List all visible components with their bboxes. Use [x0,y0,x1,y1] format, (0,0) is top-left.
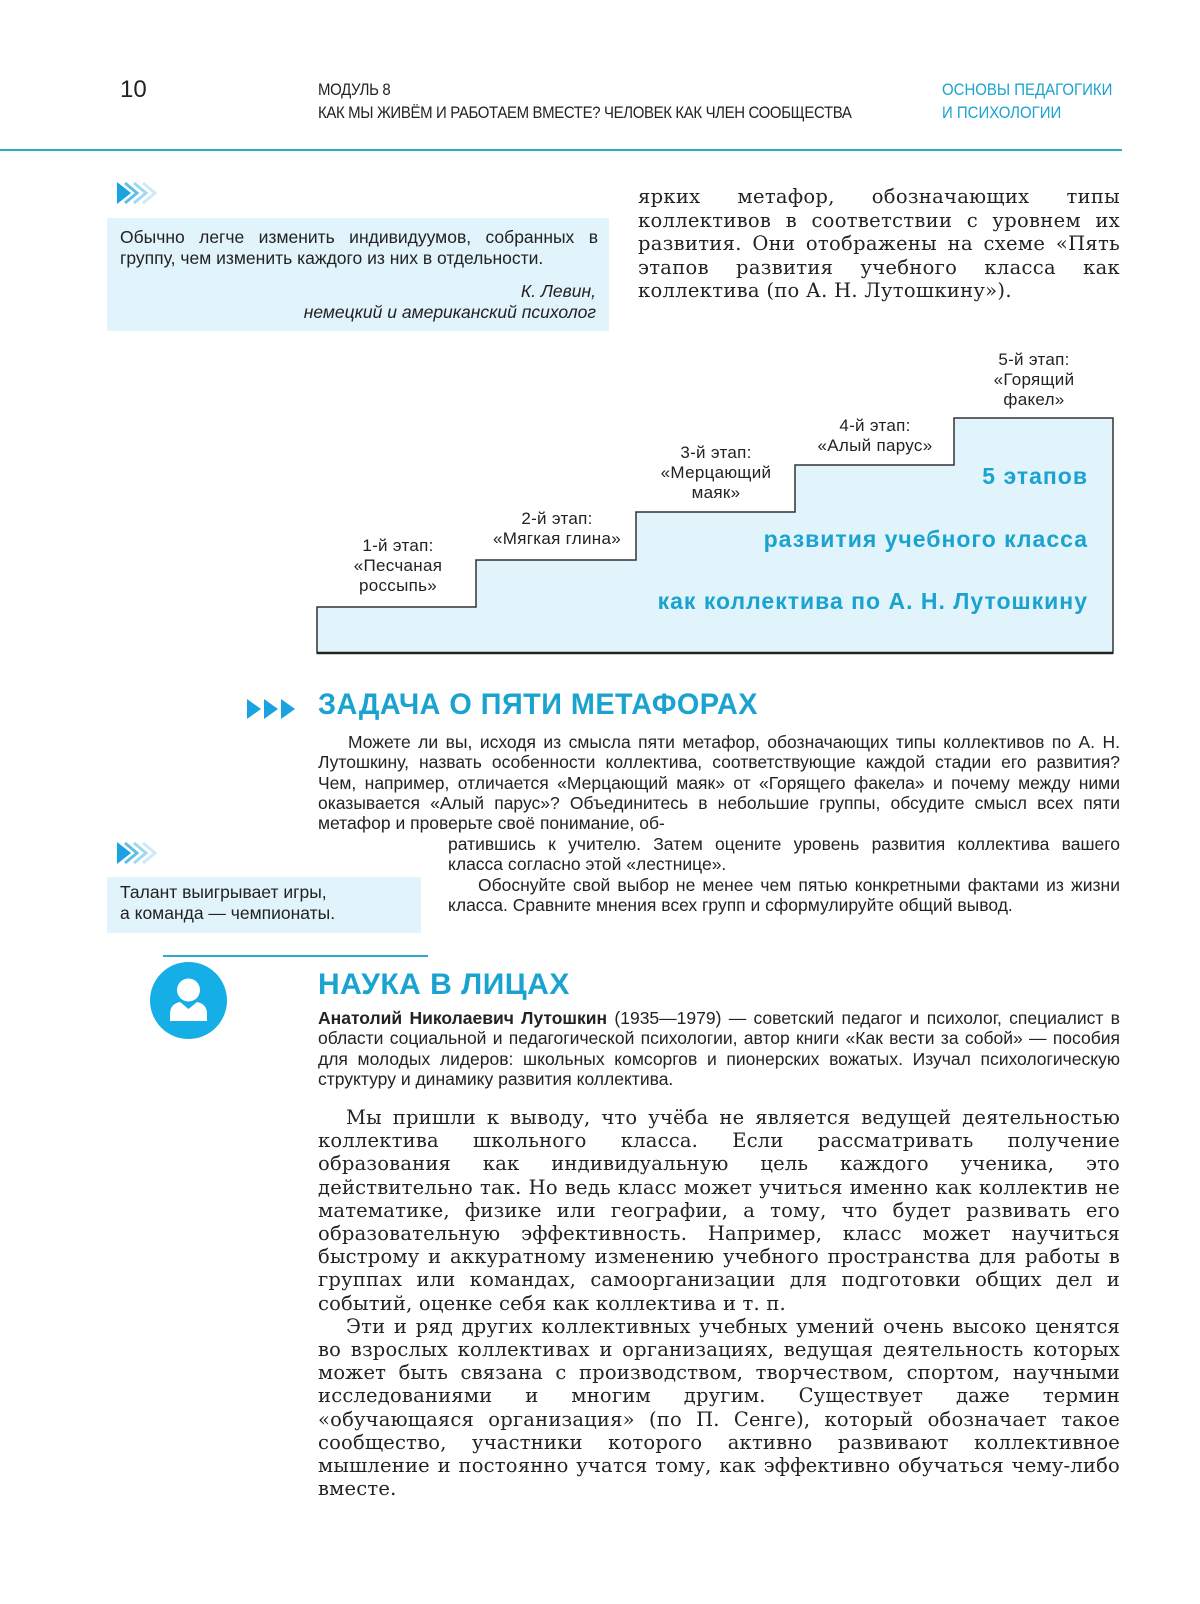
task-paragraph-1-continued: ратившись к учителю. Затем оцените уровень развития коллектива вашего класса согласно этой «лестнице». [448,834,1120,875]
stage-1-name-line1: «Песчаная [353,556,443,575]
person-name: Анатолий Николаевич Лутошкин [318,1008,608,1028]
quote-author-description: немецкий и американский психолог [303,302,596,322]
stage-5-label [954,350,1114,410]
subject-title [942,78,1112,124]
stage-4-name-line1: «Алый парус» [817,436,933,455]
module-title [318,78,851,124]
diagram-title-line2: развития учебного класса [763,526,1088,552]
body-paragraph-1: Мы пришли к выводу, что учёба не является ведущей деятельностью коллектива школьного класса. Если рассматривать получение образования как индивидуальную цель каждого ученика, это действительно так. Но ведь класс может учиться именно как коллектив не математике, физике или географии, а тому, что будет развивать его образовательную эффективность. Например, класс может научиться быстрому и аккуратному изменению учебного пространства для работы в группах или командах, самоорганизации для подготовки общих дел и событий, оценке себя как коллектива и т. п. [318,1106,1120,1315]
stage-5-number: 5-й этап: [998,350,1070,369]
header-divider [0,149,1122,151]
quote-author-name: К. Левин, [520,281,596,301]
subject-line-1: ОСНОВЫ ПЕДАГОГИКИ [942,80,1113,99]
subject-line-2: И ПСИХОЛОГИИ [942,103,1062,122]
diagram-title-line1: 5 этапов [982,463,1088,489]
science-title: НАУКА В ЛИЦАХ [318,968,570,1001]
body-text [318,1106,1120,1500]
science-bio [318,1008,1120,1089]
stage-3-label [636,443,796,503]
stage-4-label [795,416,955,456]
module-subtitle: КАК МЫ ЖИВЁМ И РАБОТАЕМ ВМЕСТЕ? ЧЕЛОВЕК КАК ЧЛЕН СООБЩЕСТВА [318,103,852,122]
science-divider [163,955,428,957]
intro-paragraph: ярких метафор, обозначающих типы коллективов в соответствии с уровнем их развития. Они отображены на схеме «Пять этапов развития учебного класса как коллектива (по А. Н. Лутошкину»). [638,185,1120,303]
stage-2-name-line1: «Мягкая глина» [493,529,621,548]
task-paragraph-1: Можете ли вы, исходя из смысла пяти метафор, обозначающих типы коллективов по А. Н. Лутошкину, назвать особенности коллектива, соответствующие каждой стадии его развития? Чем, например, отличается «Мерцающий маяк» от «Горящего факела» и почему между ними оказывается «Алый парус»? Объединитесь в небольшие группы, обсудите смысл всех пяти метафор и проверьте своё понимание, об- [318,732,1120,834]
triple-chevron-icon [117,180,165,211]
stage-3-name-line2: маяк» [691,483,741,502]
stage-2-label [477,509,637,549]
task-title: ЗАДАЧА О ПЯТИ МЕТАФОРАХ [318,688,758,721]
talent-quote-line1: Талант выигрывает игры, [120,882,327,902]
stage-1-name-line2: россыпь» [358,576,438,595]
triple-arrow-icon [247,697,303,726]
talent-quote-text [120,882,335,923]
diagram-title-line3: как коллектива по А. Н. Лутошкину [657,588,1088,614]
triple-chevron-icon [117,840,165,871]
stage-3-number: 3-й этап: [680,443,752,462]
task-paragraph-2: Обоснуйте свой выбор не менее чем пятью конкретными фактами из жизни класса. Сравните мнения всех групп и сформулируйте общий вывод. [448,875,1120,916]
body-paragraph-2: Эти и ряд других коллективных учебных умений очень высоко ценятся во взрослых коллективах и организациях, ведущая деятельность которых может быть связана с производством, творчеством, спортом, научными исследованиями и многим другим. Существует даже термин «обучающаяся организация» (по П. Сенге), который обозначает такое сообщество, участники которого активно развивают коллективное мышление и постоянно учатся тому, как эффективно обучаться чему-либо вместе. [318,1314,1120,1501]
person-avatar-icon [150,962,227,1039]
talent-quote-line2: а команда — чемпионаты. [120,902,336,923]
stage-5-name-line2: факел» [1003,390,1065,409]
stage-5-name-line1: «Горящий [993,370,1075,389]
stage-1-label [318,536,478,596]
page-number: 10 [120,76,147,103]
quote-author [304,281,596,323]
module-number: МОДУЛЬ 8 [318,80,391,99]
stage-1-number: 1-й этап: [362,536,434,555]
stage-2-number: 2-й этап: [521,509,593,528]
person-bio: (1935—1979) — советский педагог и психолог, специалист в области социальной и педагогической психологии, автор книги «Как вести за собой» — пособия для молодых лидеров: школьных комсоргов и пионерских вожатых. Изучал психологическую структуру и динамику развития коллектива. [318,1008,1120,1089]
quote-text: Обычно легче изменить индивидуумов, собранных в группу, чем изменить каждого из них в отдельности. [120,227,598,268]
stage-3-name-line1: «Мерцающий [660,463,772,482]
stage-4-number: 4-й этап: [839,416,911,435]
